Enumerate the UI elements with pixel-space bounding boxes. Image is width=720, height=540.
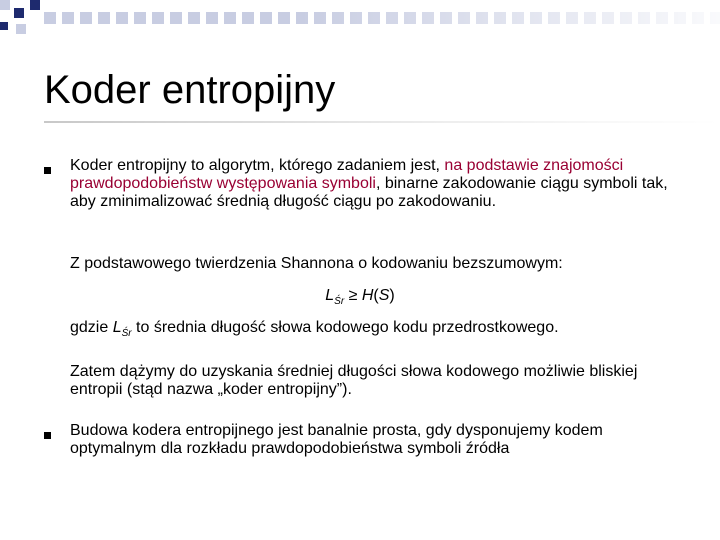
bullet-1-highlight: na podstawie znajomości prawdopodobieństw występowania symboli [70, 157, 624, 192]
title-divider [44, 121, 720, 123]
definition-text [70, 319, 670, 343]
slide-title: Koder entropijny [44, 68, 336, 112]
bullet-1-prefix: Koder entropijny to algorytm, którego zadaniem jest, [70, 157, 445, 174]
definition-var: L [112, 319, 122, 336]
decorative-header-squares [0, 0, 720, 40]
entropy-inequality [0, 287, 720, 311]
formula-rhs: H [361, 287, 374, 304]
bullet-square-icon [44, 432, 51, 439]
definition-suffix: to średnia długość słowa kodowego kodu przedrostkowego. [131, 319, 559, 336]
formula-rhs-arg: S [378, 287, 390, 304]
formula-lhs-sub: Śr [334, 296, 345, 307]
bullet-1-suffix: , binarne zakodowanie ciągu symboli tak, aby zminimalizować średnią długość ciągu po zakodowaniu. [70, 175, 668, 210]
formula-rhs-open: ( [373, 287, 379, 304]
shannon-intro: Z podstawowego twierdzenia Shannona o kodowaniu bezszumowym: [70, 255, 563, 272]
formula-operator: ≥ [344, 287, 362, 304]
bullet-square-icon [44, 167, 51, 174]
goal-text: Zatem dążymy do uzyskania średniej długości słowa kodowego możliwie bliskiej entropii (stąd nazwa „koder entropijny”). [70, 363, 638, 398]
formula-lhs: L [325, 287, 335, 304]
bullet-1-text [70, 157, 670, 211]
bullet-2-text: Budowa kodera entropijnego jest banalnie prosta, gdy dysponujemy kodem optymalnym dla rozkładu prawdopodobieństwa symboli źródła [70, 422, 603, 457]
definition-var-sub: Śr [121, 328, 132, 339]
definition-prefix: gdzie [70, 319, 113, 336]
formula-rhs-close: ) [389, 287, 395, 304]
